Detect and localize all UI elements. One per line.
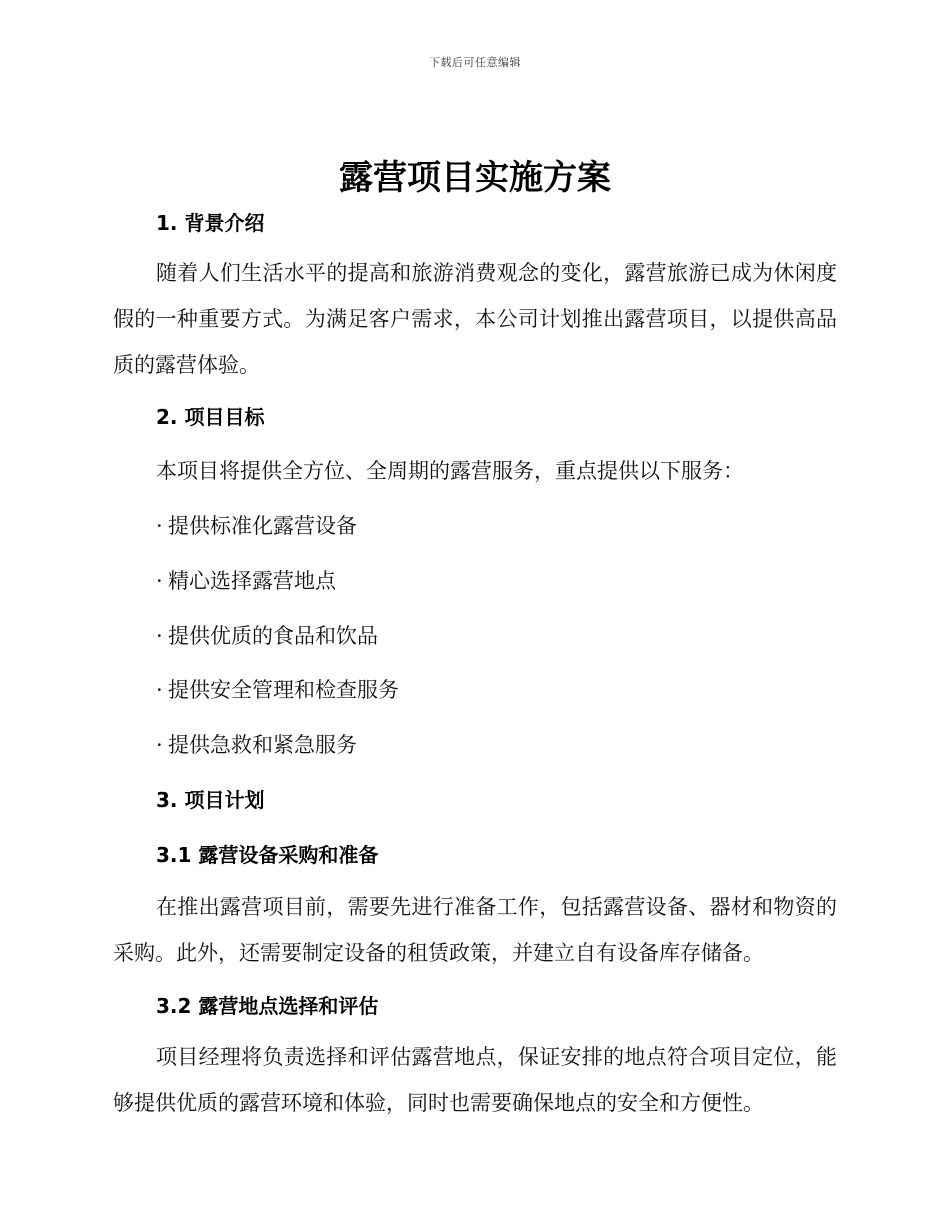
header-note: 下载后可任意编辑 [429,56,521,69]
goals-bullet-item [156,674,399,704]
bullet-text: 提供标准化露营设备 [168,514,357,538]
bullet-symbol: · [156,569,163,593]
site-paragraph: 项目经理将负责选择和评估露营地点，保证安排的地点符合项目定位，能够提供优质的露营环境和体验，同时也需要确保地点的安全和方便性。 [113,1045,837,1115]
goals-intro: 本项目将提供全方位、全周期的露营服务，重点提供以下服务： [156,459,744,483]
goals-bullet-item [156,620,378,650]
section-heading-plan: 3. 项目计划 [156,788,265,812]
bullet-text: 提供安全管理和检查服务 [168,678,399,702]
section-heading-background: 1. 背景介绍 [156,211,265,235]
background-paragraph: 随着人们生活水平的提高和旅游消费观念的变化，露营旅游已成为休闲度假的一种重要方式。为满足客户需求，本公司计划推出露营项目，以提供高品质的露营体验。 [113,261,837,377]
goals-bullet-item [156,729,357,759]
bullet-text: 提供优质的食品和饮品 [168,624,378,648]
bullet-text: 精心选择露营地点 [168,569,336,593]
subsection-heading-equipment: 3.1 露营设备采购和准备 [156,843,379,867]
equipment-paragraph: 在推出露营项目前，需要先进行准备工作，包括露营设备、器材和物资的采购。此外，还需要制定设备的租赁政策，并建立自有设备库存储备。 [113,895,837,965]
bullet-symbol: · [156,733,163,757]
goals-bullet-item [156,565,336,595]
bullet-symbol: · [156,624,163,648]
subsection-heading-site: 3.2 露营地点选择和评估 [156,994,379,1018]
section-heading-goals: 2. 项目目标 [156,405,265,429]
goals-bullet-item [156,510,357,540]
bullet-text: 提供急救和紧急服务 [168,733,357,757]
bullet-symbol: · [156,514,163,538]
bullet-symbol: · [156,678,163,702]
document-title: 露营项目实施方案 [339,158,611,198]
